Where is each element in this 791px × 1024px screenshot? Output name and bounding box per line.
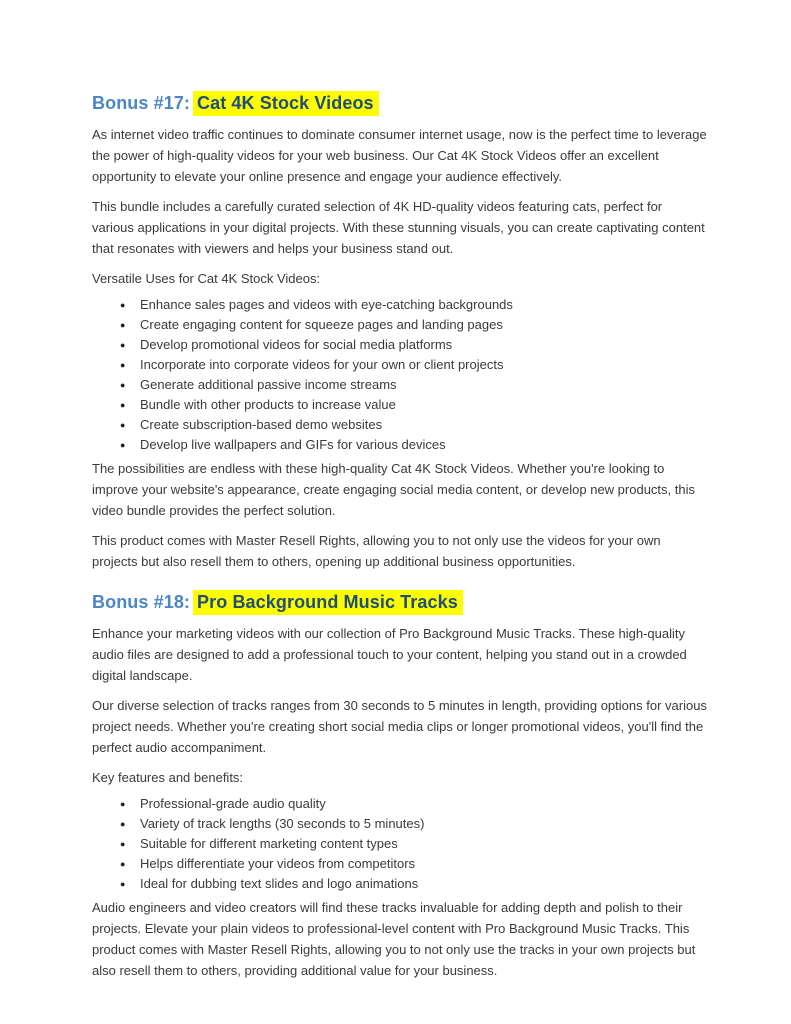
bullet-marker: ● (120, 799, 126, 809)
list-item (92, 794, 707, 814)
section-heading-bonus-17 (92, 90, 707, 116)
section-bonus-18 (92, 589, 707, 981)
paragraph: This bundle includes a carefully curated selection of 4K HD-quality videos featuring cats, perfect for various applications in your digital projects. With these stunning visuals, you can create captivating content that resonates with viewers and helps your business stand out. (92, 199, 705, 256)
bullet-marker: ● (120, 340, 126, 350)
list-intro: Key features and benefits: (92, 770, 244, 785)
section-heading-bonus-18 (92, 589, 707, 615)
list-item (92, 355, 707, 375)
list-item-text: Variety of track lengths (30 seconds to 5 minutes) (140, 816, 425, 831)
bullet-marker: ● (120, 440, 126, 450)
bullet-marker: ● (120, 839, 126, 849)
list-item (92, 435, 707, 455)
list-item (92, 854, 707, 874)
bullet-marker: ● (120, 360, 126, 370)
heading-title-highlighted: Cat 4K Stock Videos (193, 91, 379, 116)
list-item-text: Develop live wallpapers and GIFs for various devices (140, 437, 446, 452)
bullet-marker: ● (120, 879, 126, 889)
section-divider-space (92, 581, 707, 589)
bullet-marker: ● (120, 400, 126, 410)
paragraph: Our diverse selection of tracks ranges from 30 seconds to 5 minutes in length, providing options for various project needs. Whether you're creating short social media clips or longer promotional videos, you'll find the perfect audio accompaniment. (92, 698, 707, 755)
paragraph: As internet video traffic continues to dominate consumer internet usage, now is the perfect time to leverage the power of high-quality videos for your web business. Our Cat 4K Stock Videos offer an excellent opportunity to elevate your online presence and engage your audience effectively. (92, 127, 707, 184)
list-intro: Versatile Uses for Cat 4K Stock Videos: (92, 271, 321, 286)
bullet-marker: ● (120, 859, 126, 869)
heading-label: Bonus #17: (92, 93, 191, 113)
list-item (92, 315, 707, 335)
heading-title-highlighted: Pro Background Music Tracks (193, 590, 463, 615)
list-item-text: Suitable for different marketing content types (140, 836, 398, 851)
list-item (92, 395, 707, 415)
bullet-list (92, 295, 707, 455)
list-item (92, 814, 707, 834)
list-item-text: Helps differentiate your videos from competitors (140, 856, 416, 871)
bullet-marker: ● (120, 300, 126, 310)
list-item-text: Bundle with other products to increase value (140, 397, 396, 412)
bullet-marker: ● (120, 320, 126, 330)
list-item-text: Incorporate into corporate videos for your own or client projects (140, 357, 504, 372)
list-item (92, 375, 707, 395)
list-item-text: Professional-grade audio quality (140, 796, 326, 811)
list-item (92, 335, 707, 355)
list-item-text: Create subscription-based demo websites (140, 417, 383, 432)
list-item-text: Ideal for dubbing text slides and logo animations (140, 876, 419, 891)
bullet-marker: ● (120, 380, 126, 390)
section-bonus-17 (92, 90, 707, 572)
bullet-marker: ● (120, 819, 126, 829)
bullet-list (92, 794, 707, 894)
paragraph: Enhance your marketing videos with our collection of Pro Background Music Tracks. These high-quality audio files are designed to add a professional touch to your content, helping you stand out in a crowded digital landscape. (92, 626, 687, 683)
list-item (92, 874, 707, 894)
list-item (92, 415, 707, 435)
list-item (92, 295, 707, 315)
list-item-text: Generate additional passive income streams (140, 377, 397, 392)
paragraph: This product comes with Master Resell Rights, allowing you to not only use the videos for your own projects but also resell them to others, opening up additional business opportunities. (92, 533, 661, 569)
list-item-text: Develop promotional videos for social media platforms (140, 337, 453, 352)
list-item (92, 834, 707, 854)
list-item-text: Create engaging content for squeeze pages and landing pages (140, 317, 503, 332)
paragraph: Audio engineers and video creators will find these tracks invaluable for adding depth and polish to their projects. Elevate your plain videos to professional-level content with Pro Background Music Tracks. This product comes with Master Resell Rights, allowing you to not only use the tracks in your own projects but also resell them to others, providing additional value for your business. (92, 900, 696, 978)
bullet-marker: ● (120, 420, 126, 430)
paragraph: The possibilities are endless with these high-quality Cat 4K Stock Videos. Whether you're looking to improve your website's appearance, create engaging social media content, or develop new products, this video bundle provides the perfect solution. (92, 461, 695, 518)
list-item-text: Enhance sales pages and videos with eye-catching backgrounds (140, 297, 513, 312)
heading-label: Bonus #18: (92, 592, 191, 612)
